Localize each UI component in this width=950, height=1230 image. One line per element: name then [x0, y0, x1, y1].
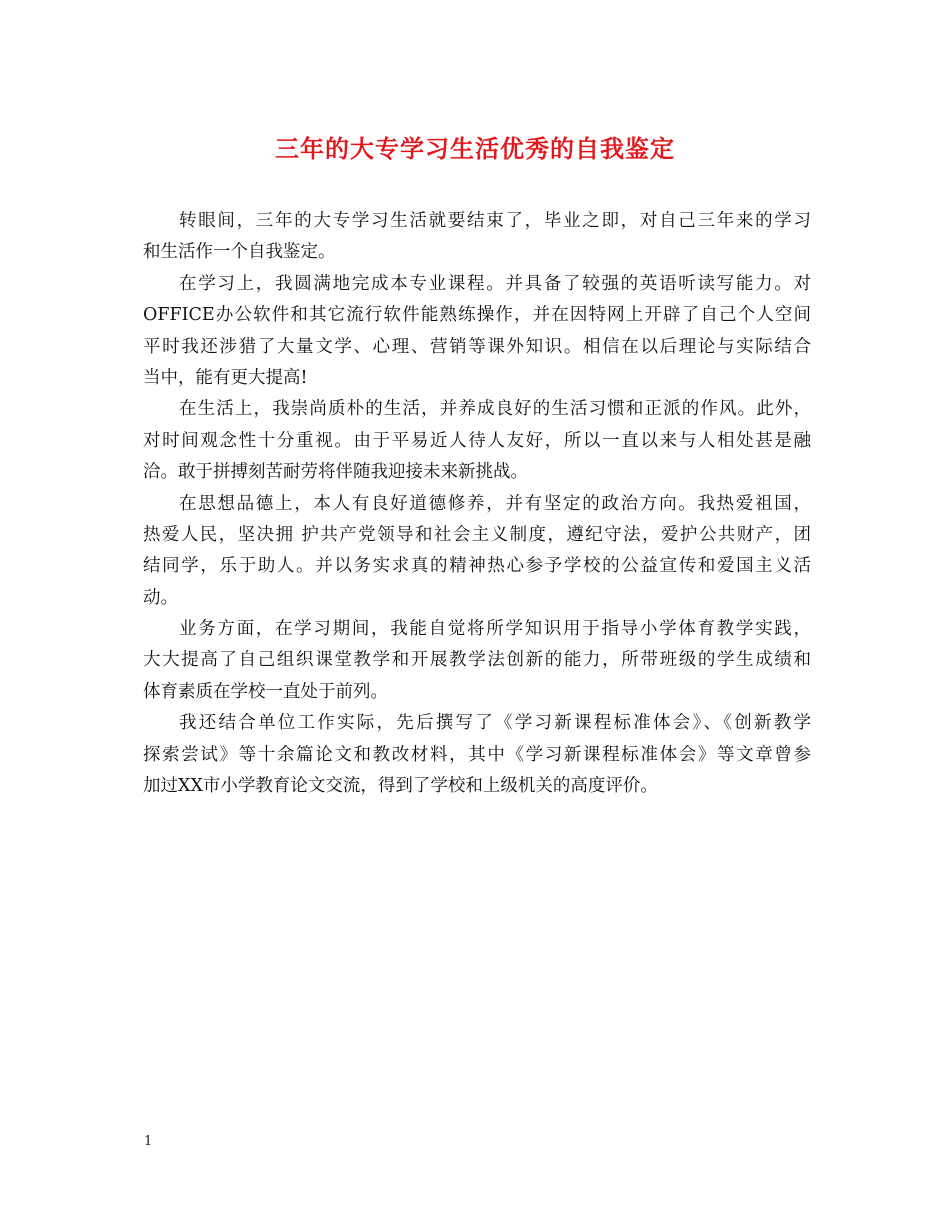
text-line: 我还结合单位工作实际，先后撰写了《学习新课程标准体会》、《创新教学: [179, 713, 811, 734]
text-line: 当中，能有更大提高!: [143, 367, 308, 388]
text-line: 和生活作一个自我鉴定。: [143, 242, 336, 263]
text-line: 在思想品德上，本人有良好道德修养，并有坚定的政治方向。我热爱祖国，: [179, 493, 811, 514]
text-line: 业务方面，在学习期间，我能自觉将所学知识用于指导小学体育教学实践，: [179, 619, 811, 640]
text-line: 体育素质在学校一直处于前列。: [143, 681, 388, 702]
text-line: 加过XX市小学教育论文交流，得到了学校和上级机关的高度评价。: [143, 776, 658, 797]
page-number: 1: [144, 1134, 153, 1149]
text-line: 平时我还涉猎了大量文学、心理、营销等课外知识。相信在以后理论与实际结合: [143, 336, 811, 357]
text-line: OFFICE办公软件和其它流行软件能熟练操作，并在因特网上开辟了自己个人空间: [143, 305, 811, 326]
text-line: 转眼间，三年的大专学习生活就要结束了，毕业之即，对自己三年来的学习: [179, 211, 811, 231]
text-line: 对时间观念性十分重视。由于平易近人待人友好，所以一直以来与人相处甚是融: [143, 430, 811, 451]
text-line: 热爱人民，坚决拥 护共产党领导和社会主义制度，遵纪守法，爱护公共财产，团: [143, 524, 811, 545]
text-line: 在生活上，我崇尚质朴的生活，并养成良好的生活习惯和正派的作风。此外，: [179, 399, 811, 420]
text-line: 大大提高了自己组织课堂教学和开展教学法创新的能力，所带班级的学生成绩和: [143, 650, 811, 671]
text-line: 结同学，乐于助人。并以务实求真的精神热心参予学校的公益宣传和爱国主义活: [143, 556, 811, 577]
document-body: [143, 206, 811, 802]
text-line: 动。: [143, 587, 178, 608]
document-title: 三年的大专学习生活优秀的自我鉴定: [275, 134, 675, 163]
text-line: 洽。敢于拼搏刻苦耐劳将伴随我迎接未来新挑战。: [143, 462, 528, 483]
text-line: 探索尝试》等十余篇论文和教改材料，其中《学习新课程标准体会》等文章曾参: [143, 744, 811, 765]
text-line: 在学习上，我圆满地完成本专业课程。并具备了较强的英语听读写能力。对: [179, 273, 811, 294]
